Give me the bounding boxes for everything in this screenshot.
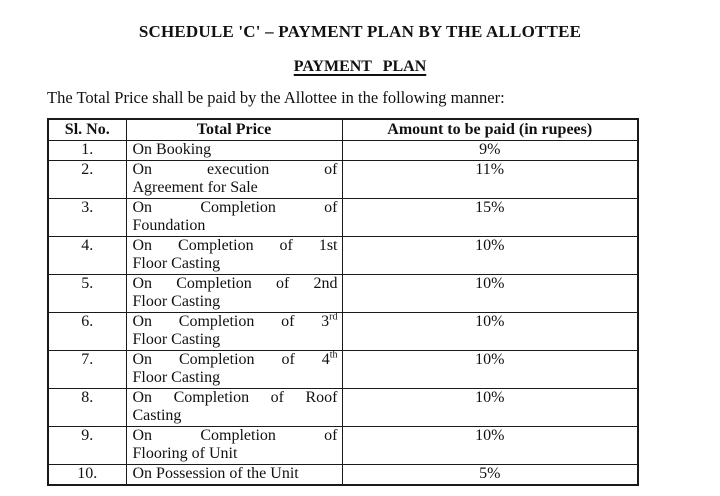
table-row xyxy=(48,161,638,199)
milestone-cell: On Completion of Flooring of Unit xyxy=(126,427,342,465)
amount-cell: 10% xyxy=(342,351,638,389)
sl-no-cell: 2. xyxy=(48,161,126,199)
table-row xyxy=(48,351,638,389)
amount-cell: 10% xyxy=(342,275,638,313)
amount-cell: 5% xyxy=(342,465,638,486)
amount-cell: 10% xyxy=(342,427,638,465)
sl-no-cell: 6. xyxy=(48,313,126,351)
table-row xyxy=(48,465,638,486)
table-row xyxy=(48,427,638,465)
page-title: SCHEDULE 'C' – PAYMENT PLAN BY THE ALLOTTEE xyxy=(138,22,582,41)
sl-no-cell: 9. xyxy=(48,427,126,465)
sl-no-cell: 7. xyxy=(48,351,126,389)
table-row xyxy=(48,313,638,351)
amount-cell: 9% xyxy=(342,141,638,161)
milestone-cell: On Completion of Roof Casting xyxy=(126,389,342,427)
table-header-row xyxy=(48,119,638,141)
sl-no-cell: 8. xyxy=(48,389,126,427)
sl-no-cell: 10. xyxy=(48,465,126,486)
milestone-cell: On Completion of Foundation xyxy=(126,199,342,237)
sl-no-cell: 1. xyxy=(48,141,126,161)
milestone-cell: On Booking xyxy=(126,141,342,161)
sl-no-cell: 3. xyxy=(48,199,126,237)
col-header-amount: Amount to be paid (in rupees) xyxy=(342,119,638,141)
milestone-cell: On Completion of 4th Floor Casting xyxy=(126,351,342,389)
amount-cell: 11% xyxy=(342,161,638,199)
table-row xyxy=(48,199,638,237)
milestone-cell: On Completion of 2nd Floor Casting xyxy=(126,275,342,313)
col-header-sl-no: Sl. No. xyxy=(48,119,126,141)
milestone-cell: On Completion of 3rd Floor Casting xyxy=(126,313,342,351)
amount-cell: 10% xyxy=(342,389,638,427)
milestone-cell: On Completion of 1st Floor Casting xyxy=(126,237,342,275)
milestone-cell: On Possession of the Unit xyxy=(126,465,342,486)
table-row xyxy=(48,237,638,275)
col-header-total-price: Total Price xyxy=(126,119,342,141)
intro-text: The Total Price shall be paid by the Allottee in the following manner: xyxy=(47,88,505,107)
sl-no-cell: 5. xyxy=(48,275,126,313)
amount-cell: 10% xyxy=(342,237,638,275)
table-row xyxy=(48,275,638,313)
table-row xyxy=(48,389,638,427)
amount-cell: 15% xyxy=(342,199,638,237)
payment-table-body xyxy=(48,141,638,486)
table-row xyxy=(48,141,638,161)
amount-cell: 10% xyxy=(342,313,638,351)
sl-no-cell: 4. xyxy=(48,237,126,275)
payment-plan-table xyxy=(47,118,639,486)
section-heading: PAYMENT PLAN xyxy=(293,58,427,75)
milestone-cell: On execution of Agreement for Sale xyxy=(126,161,342,199)
